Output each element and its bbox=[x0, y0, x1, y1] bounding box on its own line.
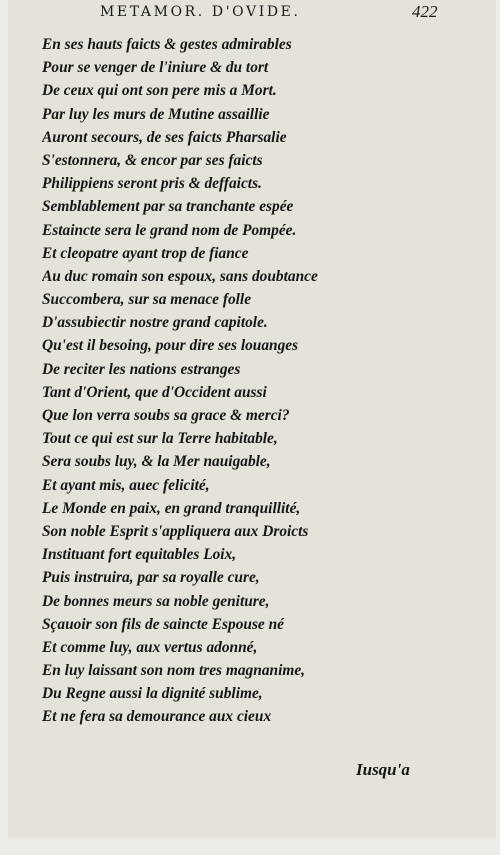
verse-line: Sçauoir son fils de saincte Espouse né bbox=[42, 615, 285, 633]
verse-line: Semblablement par sa tranchante espée bbox=[42, 198, 294, 216]
verse-line: En luy laissant son nom tres magnanime, bbox=[42, 662, 305, 680]
verse-line: Sera soubs luy, & la Mer nauigable, bbox=[42, 453, 271, 471]
verse-line: Par luy les murs de Mutine assaillie bbox=[42, 105, 270, 123]
verse-line: Du Regne aussi la dignité sublime, bbox=[42, 685, 263, 703]
verse-block bbox=[42, 33, 462, 729]
verse-line: Estaincte sera le grand nom de Pompée. bbox=[42, 221, 297, 239]
verse-line: S'estonnera, & encor par ses faicts bbox=[42, 151, 263, 169]
verse-line: Et comme luy, aux vertus adonné, bbox=[42, 638, 258, 656]
verse-line: Puis instruira, par sa royalle cure, bbox=[42, 569, 260, 587]
verse-line: De reciter les nations estranges bbox=[42, 360, 241, 378]
verse-line: Son noble Esprit s'appliquera aux Droicts bbox=[42, 522, 309, 540]
verse-line: D'assubiectir nostre grand capitole. bbox=[42, 314, 268, 332]
verse-line: Auront secours, de ses faicts Pharsalie bbox=[42, 128, 287, 146]
verse-line: Philippiens seront pris & deffaicts. bbox=[42, 175, 262, 193]
verse-line: Instituant fort equitables Loix, bbox=[42, 546, 237, 564]
catchword: Iusqu'a bbox=[356, 760, 410, 779]
verse-line: Tant d'Orient, que d'Occident aussi bbox=[42, 383, 267, 401]
verse-line: Et cleopatre ayant trop de fiance bbox=[42, 244, 249, 262]
verse-line: Qu'est il besoing, pour dire ses louanges bbox=[42, 337, 299, 355]
verse-line: En ses hauts faicts & gestes admirables bbox=[42, 36, 292, 53]
verse-line: Et ne fera sa demourance aux cieux bbox=[42, 708, 272, 726]
verse-line: Que lon verra soubs sa grace & merci? bbox=[42, 407, 290, 424]
page-number: 422 bbox=[412, 2, 438, 21]
verse-line: Au duc romain son espoux, sans doubtance bbox=[42, 267, 318, 285]
verse-line: Pour se venger de l'iniure & du tort bbox=[42, 59, 269, 77]
verse-line: Succombera, sur sa menace folle bbox=[42, 291, 252, 309]
verse-line: De bonnes meurs sa noble geniture, bbox=[42, 592, 270, 610]
verse-line: Et ayant mis, auec felicité, bbox=[42, 476, 210, 494]
verse-line: Tout ce qui est sur la Terre habitable, bbox=[42, 430, 278, 448]
running-head: METAMOR. D'OVIDE. bbox=[100, 4, 301, 20]
page-header bbox=[100, 4, 440, 30]
verse-line: De ceux qui ont son pere mis a Mort. bbox=[42, 82, 277, 100]
verse-line: Le Monde en paix, en grand tranquillité, bbox=[42, 499, 301, 517]
